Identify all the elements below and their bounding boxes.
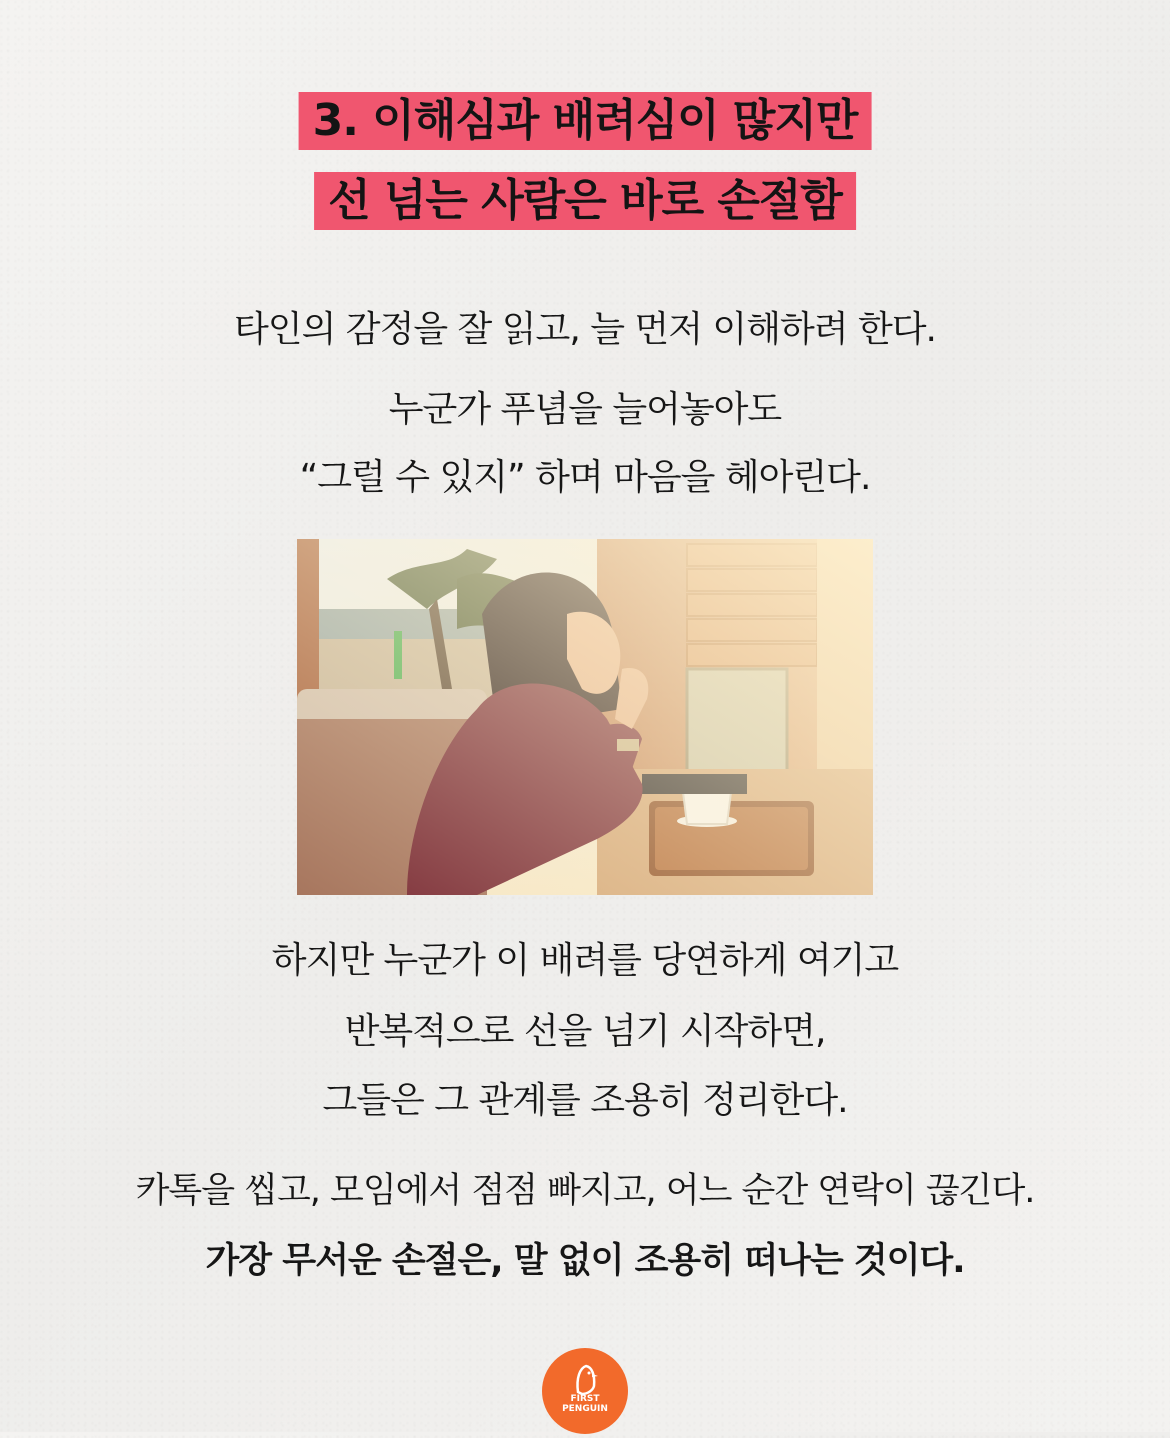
logo-text-first: FIRST [570, 1394, 600, 1404]
intro-line-1: 타인의 감정을 잘 읽고, 늘 먼저 이해하려 한다. [234, 309, 936, 350]
intro-line-2: 누군가 푸념을 늘어놓아도 [388, 389, 782, 430]
intro-line-3: “그럴 수 있지” 하며 마음을 헤아린다. [299, 457, 871, 498]
cafe-window-photo [297, 539, 873, 895]
title-line-1: 3. 이해심과 배려심이 많지만 [299, 92, 872, 150]
photo-illustration [297, 539, 873, 895]
title-line-2: 선 넘는 사람은 바로 손절함 [314, 172, 856, 230]
closing-statement: 가장 무서운 손절은, 말 없이 조용히 떠나는 것이다. [205, 1241, 965, 1281]
body-line-4: 카톡을 씹고, 모임에서 점점 빠지고, 어느 순간 연락이 끊긴다. [135, 1171, 1035, 1211]
body-line-1: 하지만 누군가 이 배려를 당연하게 여기고 [271, 940, 899, 981]
body-line-3: 그들은 그 관계를 조용히 정리한다. [322, 1080, 848, 1121]
penguin-icon [542, 1348, 628, 1434]
first-penguin-logo [542, 1348, 628, 1434]
body-line-2: 반복적으로 선을 넘기 시작하면, [344, 1011, 826, 1052]
logo-text-penguin: PENGUIN [562, 1404, 608, 1414]
